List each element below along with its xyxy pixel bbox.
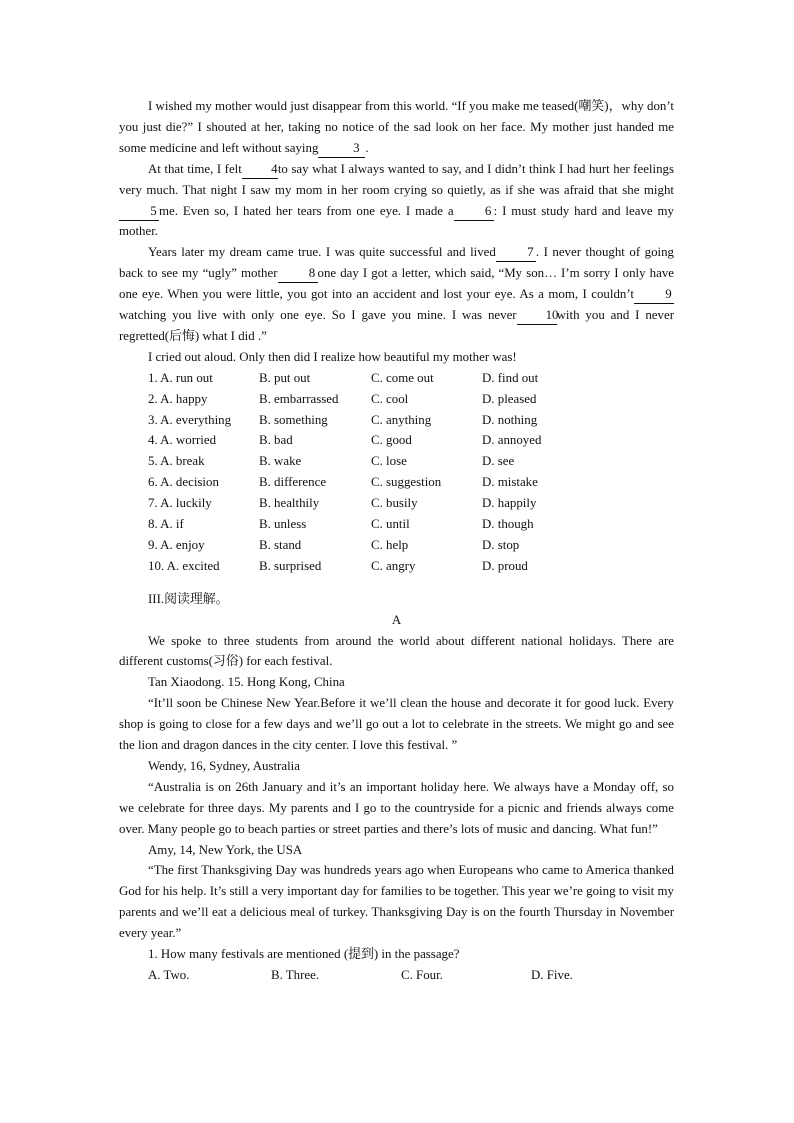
cloze-text: I wished my mother would just disappear from this world. “If you make me teased(嘲笑)，why don’t you just die?” I shouted at her, taking no notice of the sad look on her face. My mother just handed me some medicine and left without saying [119,99,674,155]
cloze-text: At that time, I felt [148,161,242,176]
option-row [148,535,674,556]
student-name: Tan Xiaodong. 15. Hong Kong, China [148,675,345,690]
option: 2. A. happy [148,391,208,406]
option: B. bad [259,433,293,448]
option: 4. A. worried [148,433,217,448]
option: D. proud [482,558,528,573]
option-row [148,410,674,431]
option: B. embarrassed [259,391,339,406]
cloze-text: Years later my dream came true. I was quite successful and lived [148,245,496,260]
cloze-text: with you and I never regretted(后悔) what I did .” [119,308,674,343]
cloze-text: . I never thought of going back to see my “ugly” mother [119,245,674,281]
option: B. put out [259,370,311,385]
option: C. good [371,433,412,448]
passage-label: A [391,612,402,627]
cloze-text: : I must study hard and leave my mother. [119,203,674,239]
cloze-paragraph-2 [119,159,674,243]
option: 3. A. everything [148,412,232,427]
option: 6. A. decision [148,475,219,490]
cloze-text: to say what I always wanted to say, and I didn’t think I had hurt her feelings very much. That night I saw my mom in her room crying so quietly, as if she was afraid that she might [119,161,674,197]
option-row [148,556,674,577]
option: 1. A. run out [148,370,213,385]
option: D. though [482,517,534,532]
cloze-text: one day I got a letter, which said, “My son… I’m sorry I only have one eye. When you were little, you got into an accident and lost your eye. As a mom, I couldn’t [119,266,674,302]
option: 8. A. if [148,517,184,532]
option: 5. A. break [148,454,205,469]
option: C. suggestion [371,475,442,490]
spacer [119,577,674,589]
option: D. stop [482,537,520,552]
option: D. find out [482,370,539,385]
option: C. until [371,517,410,532]
option: B. surprised [259,558,322,573]
option: D. pleased [482,391,537,406]
option-row [148,368,674,389]
student-name: Wendy, 16, Sydney, Australia [148,758,300,773]
student-quote: “It’ll soon be Chinese New Year.Before it we’ll clean the house and decorate it for good luck. Every shop is going to close for a few days and we’ll go out a lot to celebrate in the streets. We might go and see the lion and dragon dances in the city center. I love this festival. ” [119,696,674,753]
blank-3: 3 [318,140,365,158]
option: C. busily [371,496,418,511]
option: D. annoyed [482,433,542,448]
answer-option: D. Five. [531,968,573,982]
option: B. healthily [259,496,320,511]
options-list [148,368,674,577]
cloze-paragraph-4: I cried out aloud. Only then did I realize how beautiful my mother was! [148,349,517,364]
option: C. help [371,537,409,552]
option-row [148,389,674,410]
answer-option: C. Four. [401,968,443,982]
option-row [148,430,674,451]
option: B. stand [259,537,302,552]
option: D. mistake [482,475,538,490]
question-1: 1. How many festivals are mentioned (提到) in the passage? [148,947,460,962]
option: B. wake [259,454,302,469]
answer-option: B. Three. [271,968,320,982]
blank-7: 7 [496,244,536,262]
option: B. something [259,412,328,427]
cloze-paragraph-1 [119,96,674,159]
option: D. nothing [482,412,538,427]
option: B. difference [259,475,327,490]
question-1-options [119,965,674,986]
option-row [148,472,674,493]
blank-5: 5 [119,203,159,221]
option: 9. A. enjoy [148,537,205,552]
option: 10. A. excited [148,558,220,573]
cloze-text: watching you live with only one eye. So I gave you mine. I was never [119,308,517,323]
option-row [148,514,674,535]
option: D. happily [482,496,537,511]
blank-4: 4 [242,161,278,179]
cloze-paragraph-3 [119,242,674,347]
blank-10: 10 [517,307,557,325]
option: C. come out [371,370,434,385]
blank-9: 9 [634,286,674,304]
cloze-text: . [365,140,369,155]
option: C. cool [371,391,409,406]
option: C. lose [371,454,407,469]
option-row [148,451,674,472]
student-quote: “The first Thanksgiving Day was hundreds years ago when Europeans who came to America thanked God for his help. It’s still a very important day for families to be together. This year we’re going to visit my parents and we’ll eat a delicious meal of turkey. Thanksgiving Day is on the fourth Thursday in November every year.” [119,863,674,941]
option-row [148,493,674,514]
option: B. unless [259,517,307,532]
student-quote: “Australia is on 26th January and it’s an important holiday here. We always have a Monday off, so we celebrate for three days. My parents and I go to the countryside for a picnic and friends always come over. Many people go to beach parties or street parties and there’s lots of music and dancing. What fun!” [119,779,674,836]
cloze-text: me. Even so, I hated her tears from one eye. I made a [159,203,454,218]
answer-option: A. Two. [148,968,190,982]
passage-intro: We spoke to three students from around the world about different national holidays. There are different customs(习俗) for each festival. [119,633,674,669]
option: D. see [482,454,515,469]
blank-8: 8 [278,265,318,283]
document-page [119,96,674,986]
section-title: III.阅读理解。 [148,591,229,606]
option: 7. A. luckily [148,496,212,511]
option: C. angry [371,558,416,573]
blank-6: 6 [454,203,494,221]
student-name: Amy, 14, New York, the USA [148,842,303,857]
option: C. anything [371,412,432,427]
